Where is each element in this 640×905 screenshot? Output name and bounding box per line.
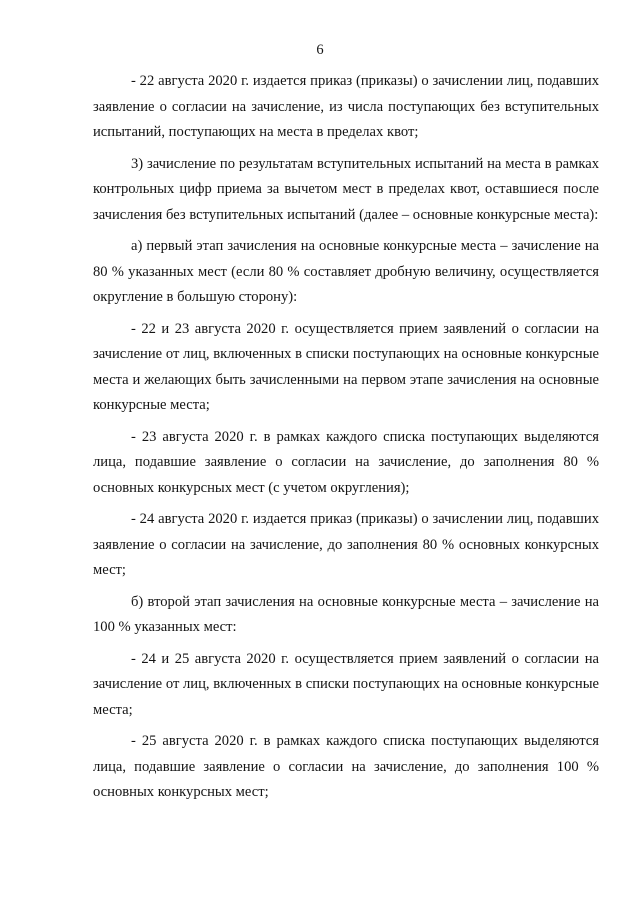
paragraph-admission-order-no-exams: - 22 августа 2020 г. издается приказ (приказы) о зачислении лиц, подавших заявление о согласии на зачисление, из числа поступающих без вступительных испытаний, поступающих на места в пределах квот; [93,73,599,140]
page-number: 6 [316,42,324,58]
paragraph-first-stage-consent-intake: - 22 и 23 августа 2020 г. осуществляется прием заявлений о согласии на зачисление от лиц, включенных в списки поступающих на основные конкурсные места и желающих быть зачисленными на первом этапе зачисления на основные конкурсные места; [93,320,599,413]
paragraph-first-stage: а) первый этап зачисления на основные конкурсные места – зачисление на 80 % указанных мест (если 80 % составляет дробную величину, осуществляется округление в большую сторону): [93,238,599,305]
paragraph-second-stage-consent-intake: - 24 и 25 августа 2020 г. осуществляется прием заявлений о согласии на зачисление от лиц, включенных в списки поступающих на основные конкурсные места; [93,650,599,718]
paragraph-second-stage-selection: - 25 августа 2020 г. в рамках каждого списка поступающих выделяются лица, подавшие заявление о согласии на зачисление, до заполнения 100 % основных конкурсных мест; [93,733,599,800]
paragraph-second-stage: б) второй этап зачисления на основные конкурсные места – зачисление на 100 % указанных мест: [93,593,599,635]
paragraph-exam-results-admission: 3) зачисление по результатам вступительных испытаний на места в рамках контрольных цифр приема за вычетом мест в пределах квот, оставшиеся после зачисления без вступительных испытаний (далее – основные конкурсные места): [93,155,599,223]
paragraph-first-stage-order: - 24 августа 2020 г. издается приказ (приказы) о зачислении лиц, подавших заявление о согласии на зачисление, до заполнения 80 % основных конкурсных мест; [93,511,599,578]
document-body [93,69,599,812]
paragraph-first-stage-selection: - 23 августа 2020 г. в рамках каждого списка поступающих выделяются лица, подавшие заявление о согласии на зачисление, до заполнения 80 % основных конкурсных мест (с учетом округления); [93,428,599,496]
